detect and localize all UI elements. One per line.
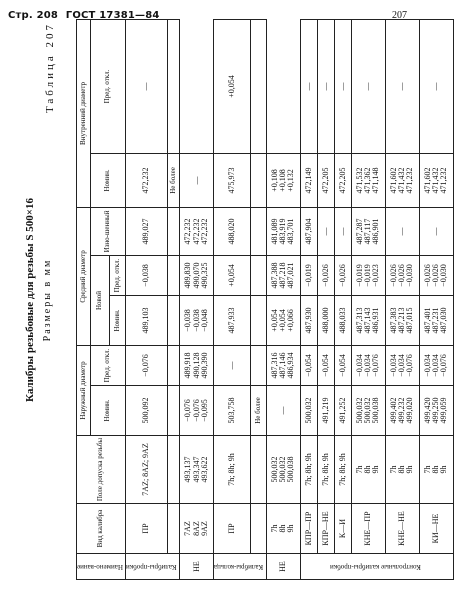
tolerance-field: 7h 8h 9h: [385, 436, 419, 504]
inner-deviation: —: [419, 19, 453, 153]
empty-cell: [251, 345, 266, 385]
tolerance-field: 7h; 8h; 9h: [334, 436, 351, 504]
inner-deviation: +0,054: [214, 19, 251, 153]
middle-deviation: +0,054 +0,054 +0,066: [266, 295, 300, 345]
outer-nominal: 493,137 493,347 493,622: [180, 436, 214, 504]
gauge-type: К—И: [334, 504, 351, 554]
empty-cell: [251, 295, 266, 345]
header-middle-dev: Пред. откл.: [110, 255, 126, 295]
header-type: Вид калибра: [77, 504, 126, 554]
table-caption: Калибры резьбовые для резьбы S 500×16: [24, 197, 36, 403]
middle-deviation: −0,026: [334, 255, 351, 295]
middle-worn: —: [419, 207, 453, 255]
middle-deviation: −0,026: [317, 255, 334, 295]
middle-deviation: −0,026 −0,026 −0,030: [419, 255, 453, 295]
middle-nominal: 487,933: [214, 295, 251, 345]
standard-code: ГОСТ 17381—84: [65, 10, 160, 21]
middle-nominal: 488,000: [317, 295, 334, 345]
middle-deviation: −0,038: [126, 255, 167, 295]
group-label: Калибры-пробки: [126, 554, 180, 580]
middle-worn: 487,287 487,117 486,901: [351, 207, 385, 255]
inner-deviation: —: [300, 19, 317, 153]
table-row: [385, 19, 419, 579]
middle-worn: 489,027: [126, 207, 167, 255]
middle-deviation: −0,019 −0,019 −0,023: [351, 255, 385, 295]
tolerance-field: 7AZ 8AZ 9AZ: [180, 504, 214, 554]
table-row: [419, 19, 453, 579]
empty-cell: [167, 345, 179, 385]
outer-deviation: −0,076 −0,076 −0,095: [180, 386, 214, 436]
middle-deviation: −0,026 −0,026 −0,030: [385, 255, 419, 295]
page-label: Стр. 208: [8, 10, 59, 21]
empty-cell: [167, 504, 179, 554]
table-row: [351, 19, 385, 579]
header-group: Наимено-вание: [77, 554, 126, 580]
tolerance-field: 7h; 8h; 9h: [214, 436, 251, 504]
gauge-type: ПР: [126, 504, 167, 554]
gauge-table: [76, 19, 454, 580]
outer-deviation: −0,076: [126, 345, 167, 385]
outer-nominal: 500,032: [300, 386, 317, 436]
empty-cell: [251, 207, 266, 255]
outer-deviation: −0,054: [317, 345, 334, 385]
outer-nominal: 500,092: [126, 386, 167, 436]
no-more-row: [167, 19, 179, 579]
inner-deviation: —: [334, 19, 351, 153]
tolerance-field: 7h 8h 9h: [419, 436, 453, 504]
inner-deviation: —: [351, 19, 385, 153]
tolerance-field: 7AZ; 8AZ; 9AZ: [126, 436, 167, 504]
middle-worn: 489,830 490,070 490,325: [180, 255, 214, 295]
header-outer-diameter: Наружный диаметр: [77, 345, 91, 435]
middle-nominal: 489,918 490,128 490,390: [180, 345, 214, 385]
group-label: Контрольные калибры-пробки: [300, 554, 453, 580]
outer-deviation: −0,034 −0,034 −0,076: [385, 345, 419, 385]
empty-cell: [251, 153, 266, 207]
table-row: [300, 19, 317, 579]
middle-deviation: −0,019: [300, 255, 317, 295]
inner-deviation: —: [126, 19, 167, 153]
tolerance-field: 7h 8h 9h: [266, 504, 300, 554]
gauge-type: НЕ: [180, 554, 214, 580]
empty-cell: [251, 504, 266, 554]
tolerance-field: 7h; 8h; 9h: [300, 436, 317, 504]
gauge-type: ПР: [214, 504, 251, 554]
inner-nominal: 471,532 471,362 471,148: [351, 153, 385, 207]
empty-cell: [167, 436, 179, 504]
inner-nominal: 472,205: [334, 153, 351, 207]
middle-worn: —: [385, 207, 419, 255]
table-row: [334, 19, 351, 579]
group-label: Калибры-кольца: [214, 554, 266, 580]
middle-deviation: −0,038 −0,038 −0,048: [180, 295, 214, 345]
outer-nominal: 503,758: [214, 386, 251, 436]
empty-cell: [167, 207, 179, 255]
outer-deviation: —: [266, 386, 300, 436]
units-note: Размеры в мм: [42, 258, 53, 342]
inner-nominal: 475,973: [214, 153, 251, 207]
tolerance-field: 7h 8h 9h: [351, 436, 385, 504]
title-block: [20, 20, 76, 580]
inner-deviation: +0,108 +0,108 +0,132: [266, 153, 300, 207]
middle-nominal: 487,316 487,146 486,934: [266, 345, 300, 385]
inner-deviation: —: [180, 153, 214, 207]
page-number: 207: [392, 10, 407, 21]
gauge-type: КИ—НЕ: [419, 504, 453, 554]
outer-deviation: −0,054: [300, 345, 317, 385]
inner-nominal: 471,602 471,432 471,232: [419, 153, 453, 207]
rotated-page-content: [20, 20, 449, 580]
middle-nominal: 487,313 487,143 486,931: [351, 295, 385, 345]
empty-cell: [251, 255, 266, 295]
outer-deviation: −0,054: [334, 345, 351, 385]
outer-deviation: —: [214, 345, 251, 385]
header-inner-nom: Номин.: [91, 153, 126, 207]
header-new: Новой: [91, 255, 110, 345]
table-row: [214, 19, 251, 579]
inner-nominal: 472,232: [126, 153, 167, 207]
empty-cell: [167, 295, 179, 345]
table-label: Таблица 207: [44, 22, 56, 114]
outer-nominal: 500,032 500,032 500,038: [266, 436, 300, 504]
inner-deviation: —: [385, 19, 419, 153]
table-row: [317, 19, 334, 579]
middle-worn: 487,904: [300, 207, 317, 255]
outer-nominal: 499,420 499,250 499,059: [419, 386, 453, 436]
empty-cell: [167, 255, 179, 295]
gauge-type: КПР—ПР: [300, 504, 317, 554]
middle-worn: 488,020: [214, 207, 251, 255]
outer-nominal: 499,402 499,232 499,020: [385, 386, 419, 436]
middle-worn: —: [334, 207, 351, 255]
header-outer-nom: Номин.: [91, 386, 126, 436]
empty-cell: [167, 386, 179, 436]
table-body: [126, 19, 453, 579]
table-row: [180, 19, 214, 579]
inner-nominal: 471,602 471,432 471,232: [385, 153, 419, 207]
middle-nominal: 487,401 487,231 487,030: [419, 295, 453, 345]
header-inner-diameter: Внутренний диаметр: [77, 19, 91, 207]
no-more-note: Не более: [251, 386, 266, 436]
gauge-type: КНЕ—НЕ: [385, 504, 419, 554]
header-outer-dev: Пред. откл.: [91, 345, 126, 385]
middle-nominal: 488,033: [334, 295, 351, 345]
outer-nominal: 491,219: [317, 386, 334, 436]
header-worn: Изно-шенный: [91, 207, 126, 255]
inner-nominal: 472,149: [300, 153, 317, 207]
outer-nominal: 491,252: [334, 386, 351, 436]
header-middle-nom: Номин.: [110, 295, 126, 345]
inner-deviation: —: [317, 19, 334, 153]
outer-nominal: 500,032 500,032 500,038: [351, 386, 385, 436]
middle-deviation: +0,054: [214, 255, 251, 295]
empty-cell: [251, 436, 266, 504]
empty-cell: [251, 19, 266, 153]
middle-worn: —: [317, 207, 334, 255]
header-middle-diameter: Средний диаметр: [77, 207, 91, 345]
no-more-note: Не более: [167, 153, 179, 207]
outer-deviation: −0,034 −0,034 −0,076: [419, 345, 453, 385]
middle-worn: 487,388 487,218 487,021: [266, 255, 300, 295]
middle-nominal: 489,103: [126, 295, 167, 345]
middle-nominal: 487,383 487,213 487,015: [385, 295, 419, 345]
header-inner-dev: Пред. откл.: [91, 19, 126, 153]
gauge-type: КНЕ—ПР: [351, 504, 385, 554]
gauge-type: КПР—НЕ: [317, 504, 334, 554]
inner-nominal: 481,089 483,919 483,701: [266, 207, 300, 255]
inner-nominal: 472,205: [317, 153, 334, 207]
table-row: [126, 19, 167, 579]
outer-deviation: −0,034 −0,034 −0,076: [351, 345, 385, 385]
inner-nominal: 472,232 472,232 472,232: [180, 207, 214, 255]
header-tolerance: Поле допуска резьбы: [77, 436, 126, 504]
table-row: [266, 19, 300, 579]
middle-nominal: 487,930: [300, 295, 317, 345]
gauge-type: НЕ: [266, 554, 300, 580]
empty-cell: [167, 19, 179, 153]
tolerance-field: 7h; 8h; 9h: [317, 436, 334, 504]
no-more-row: [251, 19, 266, 579]
